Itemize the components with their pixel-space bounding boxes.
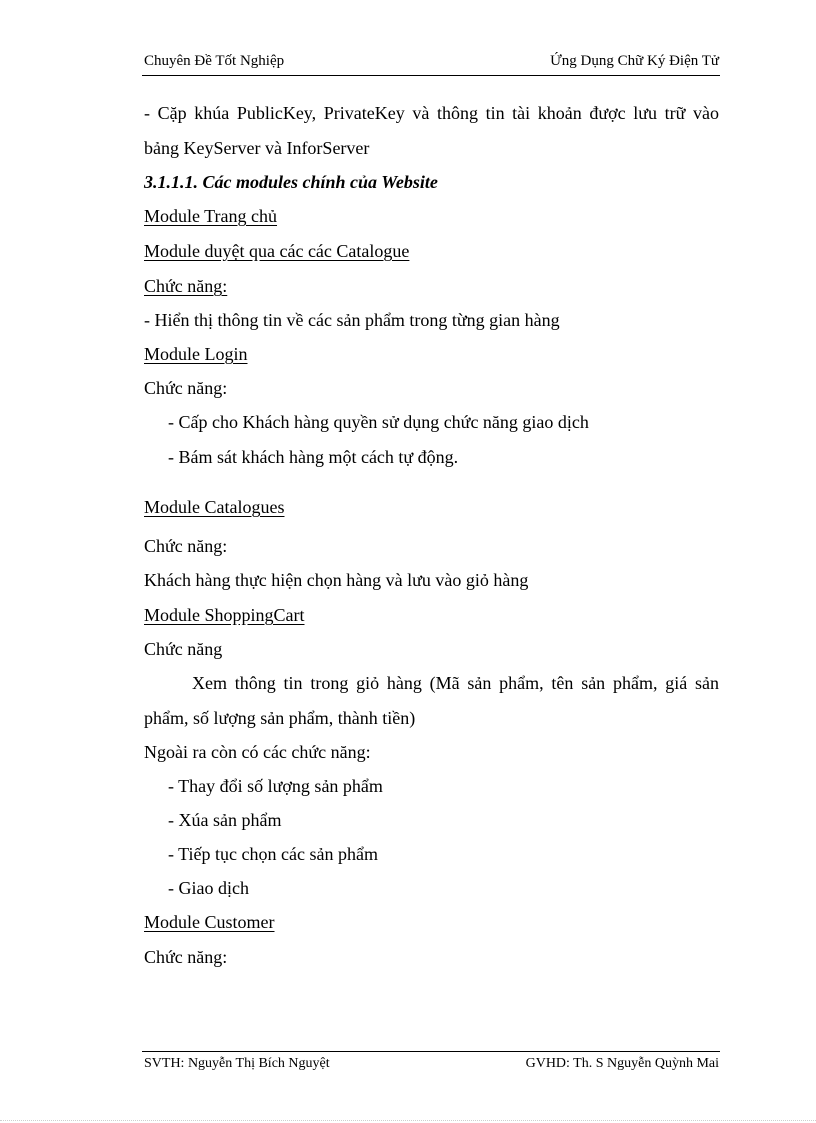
footer-left: SVTH: Nguyễn Thị Bích Nguyệt (144, 1056, 330, 1071)
page-edge-divider (0, 1120, 816, 1121)
paragraph-line: Ngoài ra còn có các chức năng: (144, 742, 371, 762)
module-customer-heading: Module Customer (144, 912, 275, 932)
list-item: - Tiếp tục chọn các sản phẩm (168, 844, 378, 864)
module-catalogues-heading: Module Catalogues (144, 497, 285, 517)
function-label: Chức năng: (144, 378, 228, 398)
footer-rule (142, 1051, 720, 1052)
header-left: Chuyên Đề Tốt Nghiệp (144, 53, 285, 69)
header-rule (142, 75, 720, 76)
module-catalogue-heading: Module duyệt qua các các Catalogue (144, 241, 410, 261)
module-home-heading: Module Trang chủ (144, 206, 278, 226)
header-right: Ứng Dụng Chữ Ký Điện Tử (550, 53, 719, 69)
paragraph-line-1: - Cặp khúa PublicKey, PrivateKey và thông tin tài khoản được lưu trữ vào (144, 103, 719, 123)
module-login-heading: Module Login (144, 344, 248, 364)
function-label: Chức năng (144, 639, 223, 659)
paragraph-line: phẩm, số lượng sản phẩm, thành tiền) (144, 708, 416, 728)
paragraph-line: Xem thông tin trong giỏ hàng (Mã sản phẩm, tên sản phẩm, giá sản (192, 673, 719, 693)
list-item: - Xúa sản phẩm (168, 810, 282, 830)
module-shoppingcart-heading: Module ShoppingCart (144, 605, 305, 625)
list-item: - Cấp cho Khách hàng quyền sử dụng chức năng giao dịch (168, 412, 589, 432)
list-item: - Bám sát khách hàng một cách tự động. (168, 447, 459, 467)
function-label: Chức năng: (144, 947, 228, 967)
list-item: Khách hàng thực hiện chọn hàng và lưu vào giỏ hàng (144, 570, 529, 590)
function-label: Chức năng: (144, 536, 228, 556)
paragraph-line-2: bảng KeyServer và InforServer (144, 138, 370, 158)
list-item: - Thay đổi số lượng sản phẩm (168, 776, 383, 796)
footer-right: GVHD: Th. S Nguyễn Quỳnh Mai (525, 1056, 719, 1071)
section-heading: 3.1.1.1. Các modules chính của Website (144, 172, 438, 192)
list-item: - Hiển thị thông tin về các sản phẩm trong từng gian hàng (144, 310, 560, 330)
function-label: Chức năng: (144, 276, 228, 296)
list-item: - Giao dịch (168, 878, 249, 898)
